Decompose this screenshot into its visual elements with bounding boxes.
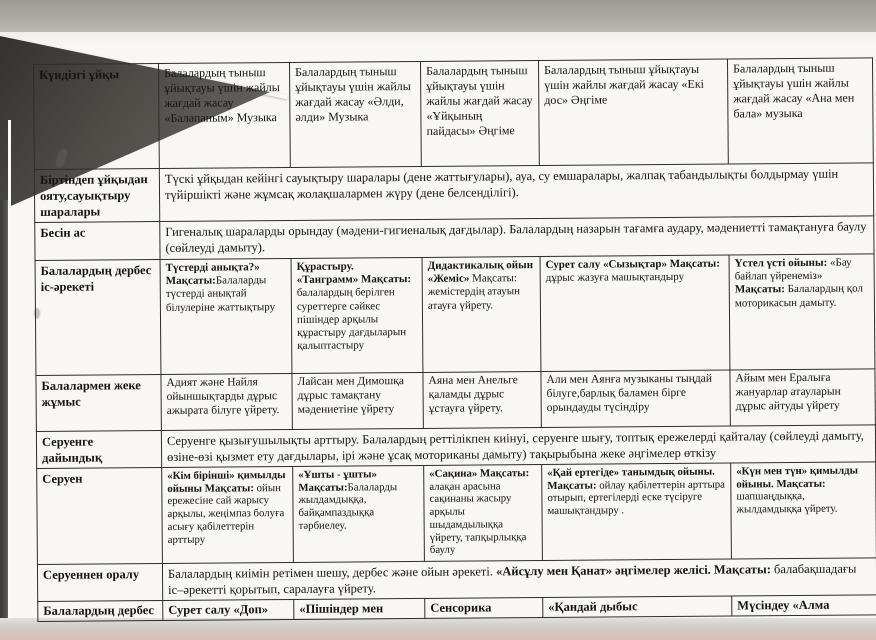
cell-independent-day3: Дидактикалық ойын «Жеміс» Мақсаты: жемістердің атауын атауға үйрету.: [422, 257, 541, 373]
cell-individual-day2: Лайсан мен Димошқа дұрыс тамақтану мәдениетіне үйрету: [292, 372, 423, 429]
row-label-walk-preparation: Серуенге дайындық: [36, 431, 161, 469]
daily-schedule-table: [33, 57, 876, 622]
cell-partial-day3: Сенсорика: [425, 598, 543, 619]
row-label-daytime-sleep: Күндізгі ұйқы: [34, 64, 160, 170]
page-left-edge-shadow: [0, 200, 8, 618]
row-walk: [37, 462, 876, 565]
cell-independent-day4: Сурет салу «Сызықтар» Мақсаты: дұрыс жазуға машықтандыру: [540, 255, 730, 371]
cell-partial-day1: Сурет салу «Доп»: [163, 599, 294, 620]
cell-return-from-walk: Балалардың киімін ретімен шешу, дербес және ойын әрекеті. «Айсұлу мен Қанат» әңгімелер желісі. Мақсаты: балабақшадағы іс–әрекетті қорытып, саралауға үйрету.: [162, 558, 876, 601]
row-label-independent-activity: Балалардың дербес іс-әрекеті: [35, 260, 161, 376]
row-individual-work: [36, 369, 875, 432]
cell-walk-day1: «Кім бірінші» қимылды ойыны Мақсаты: ойын ережесіне сай жарысу арқылы, жеңімпаз болуға асығу қабілеттерін арттыру: [162, 466, 294, 563]
scanner-bottom-band: [0, 618, 876, 640]
cell-partial-day4: «Қандай дыбыс: [543, 596, 732, 617]
cell-sleep-day5: Балалардың тыныш ұйықтауы үшін жайлы жағдай жасау «Ана мен бала» музыка: [727, 58, 873, 164]
page-left-edge-highlight: [8, 120, 11, 618]
cell-afternoon-meal: Гигеналық шараларды орындау (мәдени-гигиеналық дағдылар). Балалардың назарын тағамға аудару, мәдениетті тамақтануға баулу (сөйлеуді дамыту).: [160, 216, 874, 260]
cell-walk-day5: «Күн мен түн» қимылды ойыны. Мақсаты: шапшаңдыққа, жылдамдыққа үйрету.: [731, 462, 876, 559]
scanner-top-band: [0, 0, 876, 32]
cell-independent-day2: Құрастыру. «Танграмм» Мақсаты: балалардың берілген суреттерге сәйкес пішіндер арқылы құрастыру дағдыларын қалыптастыру: [291, 257, 423, 373]
cell-sleep-day2: Балалардың тыныш ұйықтауы үшін жайлы жағдай жасау «Әлди, әлди» Музыка: [289, 61, 421, 167]
cell-walk-preparation: Серуенге қызығушылықты арттыру. Балалардың реттілікпен киінуі, серуенге шығу, топтық ережелерді қайталау (сөйлеуді дамыту, өзіне-өзі қызмет ету дағдылары, ірі және ұсақ моториканы дамыту) тақырыбына жеке әңгімелер өткізу: [161, 425, 875, 468]
cell-individual-day3: Аяна мен Анельге қаламды дұрыс ұстауға үйрету.: [423, 372, 541, 429]
cell-walk-day3: «Сақина» Мақсаты: алақан арасына сақинаны жасыру арқылы шыдамдылыққа үйрету, тапқырлыққа баулу: [424, 465, 543, 562]
cell-individual-day4: Али мен Аянға музыканы тыңдай білуге,барлық баламен бірге орындауды түсіндіру: [541, 370, 730, 427]
row-independent-activity: [35, 254, 875, 376]
row-label-independent-partial: Балалардың дербес: [38, 600, 163, 621]
cell-walk-day4: «Қай ертегіде» танымдық ойыны. Мақсаты: ойлау қабілеттерін арттыра отырып, ертегілерді еске түсіруге машықтандыру .: [542, 463, 732, 560]
cell-sleep-day4: Балалардың тыныш ұйықтауы үшін жайлы жағдай жасау «Екі дос» Әңгіме: [538, 59, 728, 165]
cell-individual-day5: Айым мен Ералыға жануарлар атауларын дұрыс айтуды үйрету: [730, 369, 875, 426]
row-label-return-from-walk: Серуеннен оралу: [37, 563, 162, 601]
row-label-walk: Серуен: [37, 468, 163, 565]
row-label-individual-work: Балалармен жеке жұмыс: [36, 375, 161, 432]
cell-independent-day5: Үстел үсті ойыны: «Бау байлап үйренеміз» Мақсаты: Балалардың қол моторикасын дамыту.: [729, 254, 875, 370]
cell-gradual-waking: Түскі ұйқыдан кейінгі сауықтыру шаралары (дене жаттығулары), ауа, су емшаралары, жалпақ табандылықты болдырмау үшін түйіршікті және жұмсақ жолақшалармен жүру (дене белсенділігі).: [159, 163, 873, 222]
row-daytime-sleep: [34, 58, 874, 170]
cell-sleep-day3: Балалардың тыныш ұйықтауы үшін жайлы жағдай жасау «Ұйқының пайдасы» Әңгіме: [420, 61, 539, 167]
row-label-gradual-waking: Біртіндеп ұйқыдан ояту,сауықтыру шаралары: [34, 169, 159, 223]
row-afternoon-meal: [35, 216, 874, 261]
cell-sleep-day1: Балалардың тыныш ұйықтауы үшін жайлы жағдай жасау «Балапаным» Музыка: [159, 62, 291, 168]
row-gradual-waking: [34, 163, 873, 223]
cell-walk-day2: «Ұшты - ұшты» Мақсаты:Балаларды жылдамдыққа, байқампаздыққа тәрбиелеу.: [293, 465, 425, 562]
cell-partial-day2: «Пішіндер мен: [294, 598, 425, 619]
cell-independent-day1: Түстерді анықта?» Мақсаты:Балаларды түстерді анықтай білулеріне жаттықтыру: [160, 258, 292, 374]
row-label-afternoon-meal: Бесін ас: [35, 222, 160, 261]
cell-individual-day1: Адият және Найля ойыншықтарды дұрыс ажырата білуге үйрету.: [161, 373, 292, 430]
cell-partial-day5: Мүсіндеу «Алма: [732, 595, 876, 616]
